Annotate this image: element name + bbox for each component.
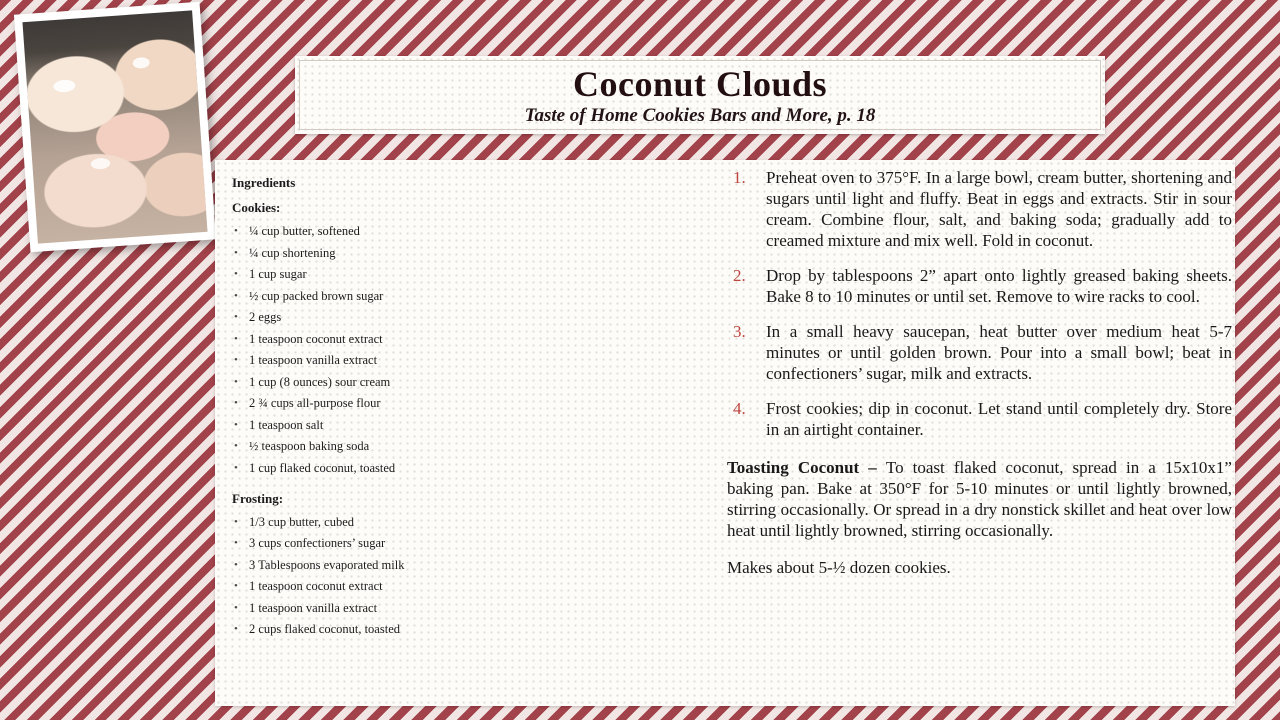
ingredient-item: • 1 teaspoon vanilla extract <box>232 354 532 367</box>
ingredient-item: • ½ cup packed brown sugar <box>232 290 532 303</box>
ingredient-item: • 1/3 cup butter, cubed <box>232 516 532 529</box>
step-text: In a small heavy saucepan, heat butter over medium heat 5-7 minutes or until golden brown. Pour into a small bowl; beat in confectioners’ sugar, milk and extracts. <box>766 322 1232 383</box>
step-number: 4. <box>733 399 746 418</box>
frosting-ingredient-list <box>232 516 532 637</box>
ingredients-column <box>232 175 532 652</box>
toasting-note-body: To toast flaked coconut, spread in a 15x10x1” baking pan. Bake at 350°F for 5-10 minutes or until lightly browned, stirring occasionally. Or spread in a dry nonstick skillet and heat over low heat until lightly browned, stirring occasionally. <box>727 458 1232 540</box>
title-banner <box>295 56 1105 134</box>
cookies-subheading: Cookies: <box>232 200 281 215</box>
ingredient-item: • 3 cups confectioners’ sugar <box>232 537 532 550</box>
toasting-note-lead: Toasting Coconut – <box>727 458 886 477</box>
directions-steps <box>727 167 1232 440</box>
ingredient-item: • 1 cup sugar <box>232 268 532 281</box>
step-number: 2. <box>733 266 746 285</box>
ingredient-item: • 1 cup flaked coconut, toasted <box>232 462 532 475</box>
step-text: Frost cookies; dip in coconut. Let stand until completely dry. Store in an airtight container. <box>766 399 1232 439</box>
ingredient-item: • 2 ¾ cups all-purpose flour <box>232 397 532 410</box>
frosting-subheading: Frosting: <box>232 490 284 506</box>
ingredient-item: • 2 cups flaked coconut, toasted <box>232 623 532 636</box>
direction-step <box>727 398 1232 440</box>
content-panel <box>215 160 1235 706</box>
cookie-photo <box>22 10 207 243</box>
ingredient-item: • 1 cup (8 ounces) sour cream <box>232 376 532 389</box>
ingredient-item: • 1 teaspoon coconut extract <box>232 580 532 593</box>
cookie-photo-frame <box>14 2 216 252</box>
title-banner-inner <box>299 60 1101 130</box>
ingredient-item: • 1 teaspoon salt <box>232 419 532 432</box>
cookies-ingredient-list <box>232 225 532 475</box>
ingredient-item: • 2 eggs <box>232 311 532 324</box>
direction-step <box>727 167 1232 251</box>
ingredient-item: • ¼ cup butter, softened <box>232 225 532 238</box>
step-text: Preheat oven to 375°F. In a large bowl, cream butter, shortening and sugars until light and fluffy. Beat in eggs and extracts. Stir in sour cream. Combine flour, salt, and baking soda; gradually add to creamed mixture and mix well. Fold in coconut. <box>766 168 1232 250</box>
step-number: 3. <box>733 322 746 341</box>
ingredient-item: • ½ teaspoon baking soda <box>232 440 532 453</box>
step-number: 1. <box>733 168 746 187</box>
step-text: Drop by tablespoons 2” apart onto lightly greased baking sheets. Bake 8 to 10 minutes or until set. Remove to wire racks to cool. <box>766 266 1232 306</box>
recipe-title: Coconut Clouds <box>572 63 828 104</box>
direction-step <box>727 265 1232 307</box>
recipe-source: Taste of Home Cookies Bars and More, p. 18 <box>524 104 876 126</box>
ingredient-item: • 1 teaspoon vanilla extract <box>232 602 532 615</box>
ingredients-heading: Ingredients <box>232 175 296 190</box>
ingredient-item: • 1 teaspoon coconut extract <box>232 333 532 346</box>
toasting-coconut-note <box>727 457 1232 541</box>
ingredient-item: • 3 Tablespoons evaporated milk <box>232 559 532 572</box>
ingredient-item: • ¼ cup shortening <box>232 247 532 260</box>
directions-column <box>727 167 1232 578</box>
yield-line: Makes about 5-½ dozen cookies. <box>727 558 951 577</box>
direction-step <box>727 321 1232 384</box>
